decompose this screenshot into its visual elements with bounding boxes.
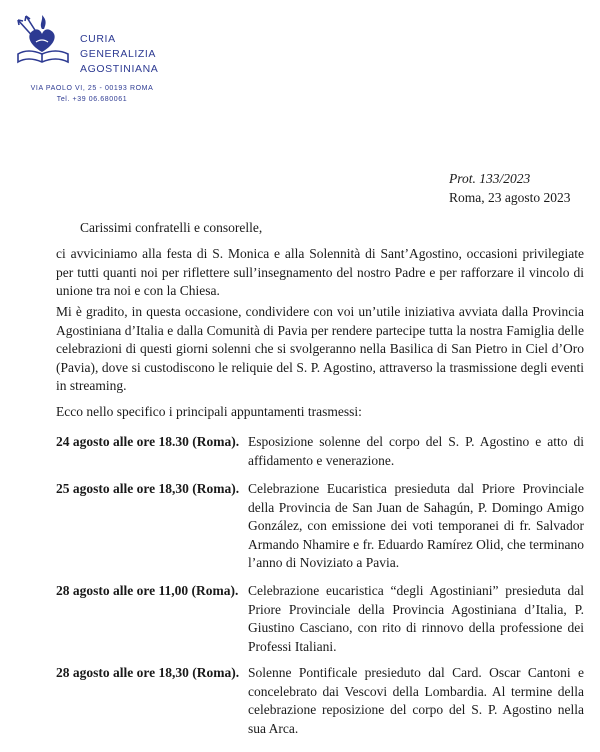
event-date: 28 agosto alle ore 18,30 (Roma). <box>56 665 240 680</box>
letter-date: Roma, 23 agosto 2023 <box>449 190 571 205</box>
event-description: Solenne Pontificale presieduto dal Card. Oscar Cantoni e concelebrato dai Vescovi della Lombardia. Al termine della celebrazione reposizione del corpo del S. P. Agostino nella sua Arca. <box>248 665 584 736</box>
institution-name-line: GENERALIZIA <box>80 48 157 60</box>
paragraph-initiative: Mi è gradito, in questa occasione, condividere con voi un’utile iniziativa avviata dalla Provincia Agostiniana d’Italia e dalla Comunità di Pavia per rendere partecipe tutta la nostra Famiglia delle celebrazioni di questi giorni solenni che si svolgeranno nella Basilica di San Pietro in Ciel d’Oro (Pavia), dove si custodiscono le reliquie del S. P. Agostino, attraverso la trasmissione degli eventi in streaming. <box>56 304 584 393</box>
institution-name-line: AGOSTINIANA <box>80 63 159 75</box>
event-date: 24 agosto alle ore 18.30 (Roma). <box>56 434 240 449</box>
paragraph-schedule-intro: Ecco nello specifico i principali appuntamenti trasmessi: <box>56 404 362 419</box>
letterhead-contact <box>12 83 172 105</box>
letterhead <box>12 10 192 110</box>
greeting: Carissimi confratelli e consorelle, <box>80 220 263 235</box>
phone-line: Tel. +39 06.680061 <box>56 96 128 103</box>
protocol-number: Prot. 133/2023 <box>449 171 531 186</box>
event-description: Celebrazione eucaristica “degli Agostiniani” presieduta dal Priore Provinciale della Provincia Agostiniana d’Italia, P. Giustino Casciano, con rito di rinnovo della professione dei Professi Italiani. <box>248 583 584 654</box>
event-description: Esposizione solenne del corpo del S. P. Agostino e atto di affidamento e venerazione. <box>248 434 584 468</box>
augustinian-heart-book-icon <box>12 10 76 72</box>
event-description: Celebrazione Eucaristica presieduta dal Priore Provinciale della Provincia de San Juan de Sahagún, P. Domingo Amigo González, con emissione dei voti temporanei di fr. Salvador Armando Nhamire e fr. Eduardo Ramírez Olid, che terminano l’anno di Noviziato a Pavia. <box>248 481 584 570</box>
institution-name <box>80 32 158 77</box>
address-line: VIA PAOLO VI, 25 - 00193 ROMA <box>30 85 154 92</box>
institution-name-line: CURIA <box>80 33 116 45</box>
paragraph-intro: ci avviciniamo alla festa di S. Monica e alla Solennità di Sant’Agostino, occasioni privilegiate per tutti quanti noi per riflettere sull’insegnamento del nostro Padre e per rafforzare il vincolo di unione tra noi e con la Chiesa. <box>56 246 584 298</box>
event-date: 28 agosto alle ore 11,00 (Roma). <box>56 583 239 598</box>
event-date: 25 agosto alle ore 18,30 (Roma). <box>56 481 240 496</box>
